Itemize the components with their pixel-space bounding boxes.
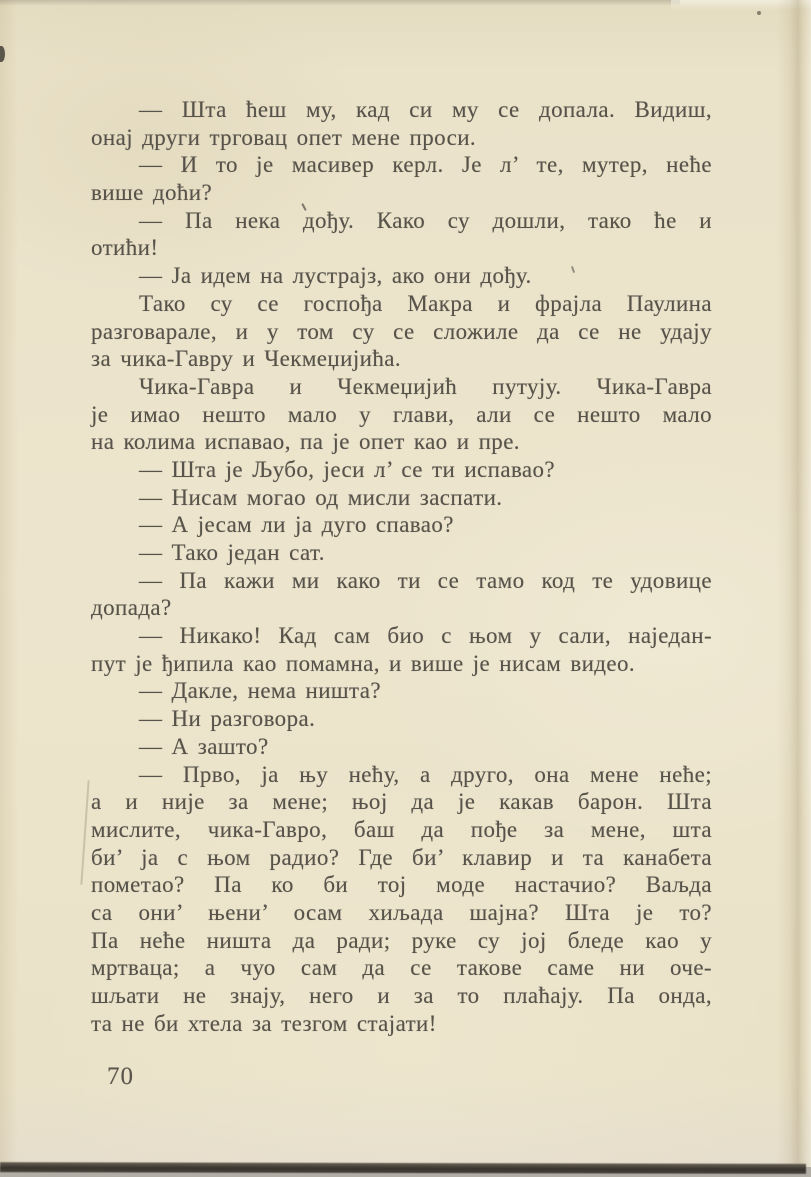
- text-line: мислите, чика-Гавро, баш да пође за мене, шта: [91, 816, 712, 842]
- text-line: Па неће ништа да ради; руке су јој бледе као у: [91, 927, 712, 953]
- text-line: више доћи?: [91, 180, 213, 206]
- text-line: пут је ђипила као помамна, и више је нисам видео.: [91, 650, 636, 676]
- text-line: — И то је масивер керл. Је л’ те, мутер, неће: [139, 152, 712, 178]
- text-line: — А зашто?: [139, 733, 269, 759]
- text-line: мртваца; а чуо сам да се такове саме ни оче-: [91, 955, 712, 981]
- text-line: — Па нека дођу. Како су дошли, тако ће и: [139, 207, 712, 233]
- text-line: — Нисам могао од мисли заспати.: [139, 484, 503, 510]
- text-line: на колима испавао, па је опет као и пре.: [91, 429, 520, 455]
- text-line: — Никако! Кад сам био с њом у сали, наједан-: [139, 623, 712, 649]
- page-number: 70: [107, 1063, 134, 1090]
- ink-speck: [0, 46, 5, 62]
- ink-speck: [757, 11, 761, 15]
- paper-crease: [80, 780, 89, 885]
- text-line: та не би хтела за тезгом стајати!: [91, 1010, 437, 1036]
- text-line: — Ја идем на лустрајз, ако они дођу.: [139, 263, 532, 289]
- text-line: — Тако један сат.: [139, 540, 325, 565]
- page-bottom-shadow: [0, 1162, 806, 1174]
- text-line: Чика-Гавра и Чекмеџијић путују. Чика-Гавра: [139, 373, 712, 399]
- text-line: — А јесам ли ја дуго спавао?: [139, 512, 454, 538]
- text-line: је имао нешто мало у глави, али се нешто мало: [91, 401, 712, 427]
- page-text: [91, 96, 712, 1037]
- text-line: — Шта је Љубо, јеси л’ се ти испавао?: [139, 456, 556, 482]
- text-line: за чика-Гавру и Чекмеџијића.: [91, 346, 401, 372]
- text-line: — Дакле, нема ништа?: [139, 678, 381, 704]
- text-line: — Па кажи ми како ти се тамо код те удовице: [139, 567, 712, 593]
- text-line: — Шта ћеш му, кад си му се допала. Видиш,: [139, 97, 712, 122]
- text-line: отићи!: [91, 235, 159, 261]
- text-line: разговарале, и у том су се сложиле да се не удају: [91, 318, 712, 344]
- text-line: би’ ја с њом радио? Где би’ клавир и та канабета: [91, 844, 712, 870]
- text-line: шљати не знају, него и за то плаћају. Па онда,: [91, 983, 712, 1008]
- text-line: допада?: [91, 595, 172, 621]
- text-line: Тако су се госпођа Макра и фрајла Паулина: [139, 290, 712, 316]
- text-line: онај други трговац опет мене проси.: [91, 124, 477, 150]
- page-top-edge-shadow: [0, 0, 680, 6]
- text-line: — Ни разговора.: [139, 706, 316, 732]
- page-right-edge-curl: [777, 0, 811, 1167]
- text-line: пометао? Па ко би тој моде настачио? Ваљда: [91, 872, 712, 898]
- text-line: а и није за мене; њој да је какав барон. Шта: [91, 789, 712, 815]
- text-line: — Прво, ја њу нећу, а друго, она мене неће;: [139, 761, 712, 787]
- text-line: са они’ њени’ осам хиљада шајна? Шта је то?: [91, 899, 712, 925]
